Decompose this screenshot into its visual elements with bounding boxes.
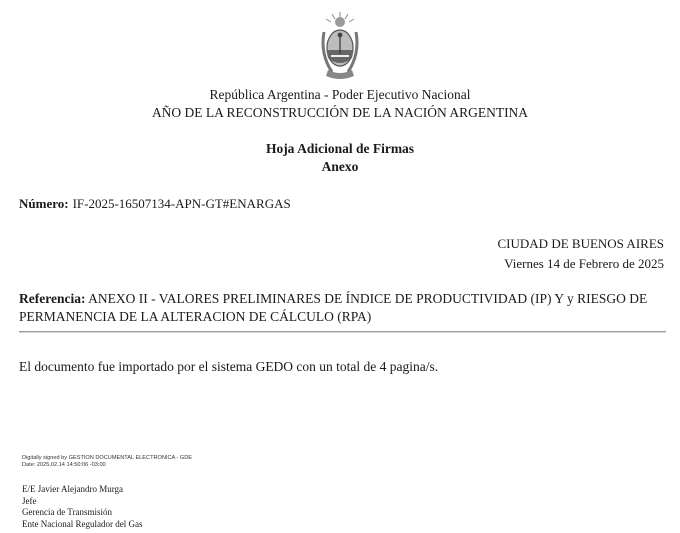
- signer-department: Gerencia de Transmisión: [22, 507, 112, 517]
- header-year-motto: AÑO DE LA RECONSTRUCCIÓN DE LA NACIÓN ARGENTINA: [151, 105, 529, 120]
- digital-signature-stamp: [22, 455, 192, 468]
- digital-signature-date: Date: 2025.02.14 14:50:06 -03:00: [22, 461, 106, 468]
- document-title: Hoja Adicional de Firmas: [265, 141, 415, 156]
- coat-of-arms-emblem: [318, 10, 362, 82]
- divider: [19, 331, 666, 333]
- body-text: El documento fue importado por el sistema GEDO con un total de 4 pagina/s.: [19, 359, 439, 374]
- reference-label: Referencia:: [19, 291, 86, 306]
- document-subtitle: Anexo: [321, 159, 359, 174]
- document-date: Viernes 14 de Febrero de 2025: [504, 256, 664, 271]
- signer-entity: Ente Nacional Regulador del Gas: [22, 518, 143, 529]
- place: CIUDAD DE BUENOS AIRES: [497, 236, 664, 251]
- document-number: [19, 196, 291, 212]
- signer-block: [22, 484, 142, 530]
- digital-signature-signer: Digitally signed by GESTION DOCUMENTAL ELECTRONICA - GDE: [22, 455, 193, 461]
- document-number-label: Número:: [19, 196, 69, 211]
- signer-name: E/E Javier Alejandro Murga: [22, 484, 124, 494]
- reference: [19, 290, 667, 326]
- header-government: República Argentina - Poder Ejecutivo Nacional: [209, 87, 471, 102]
- document-number-value: IF-2025-16507134-APN-GT#ENARGAS: [72, 196, 291, 211]
- reference-text: ANEXO II - VALORES PRELIMINARES DE ÍNDICE DE PRODUCTIVIDAD (IP) Y y RIESGO DE PERMANENCIA DE LA ALTERACION DE CÁLCULO (RPA): [19, 291, 648, 324]
- signer-role: Jefe: [22, 495, 37, 506]
